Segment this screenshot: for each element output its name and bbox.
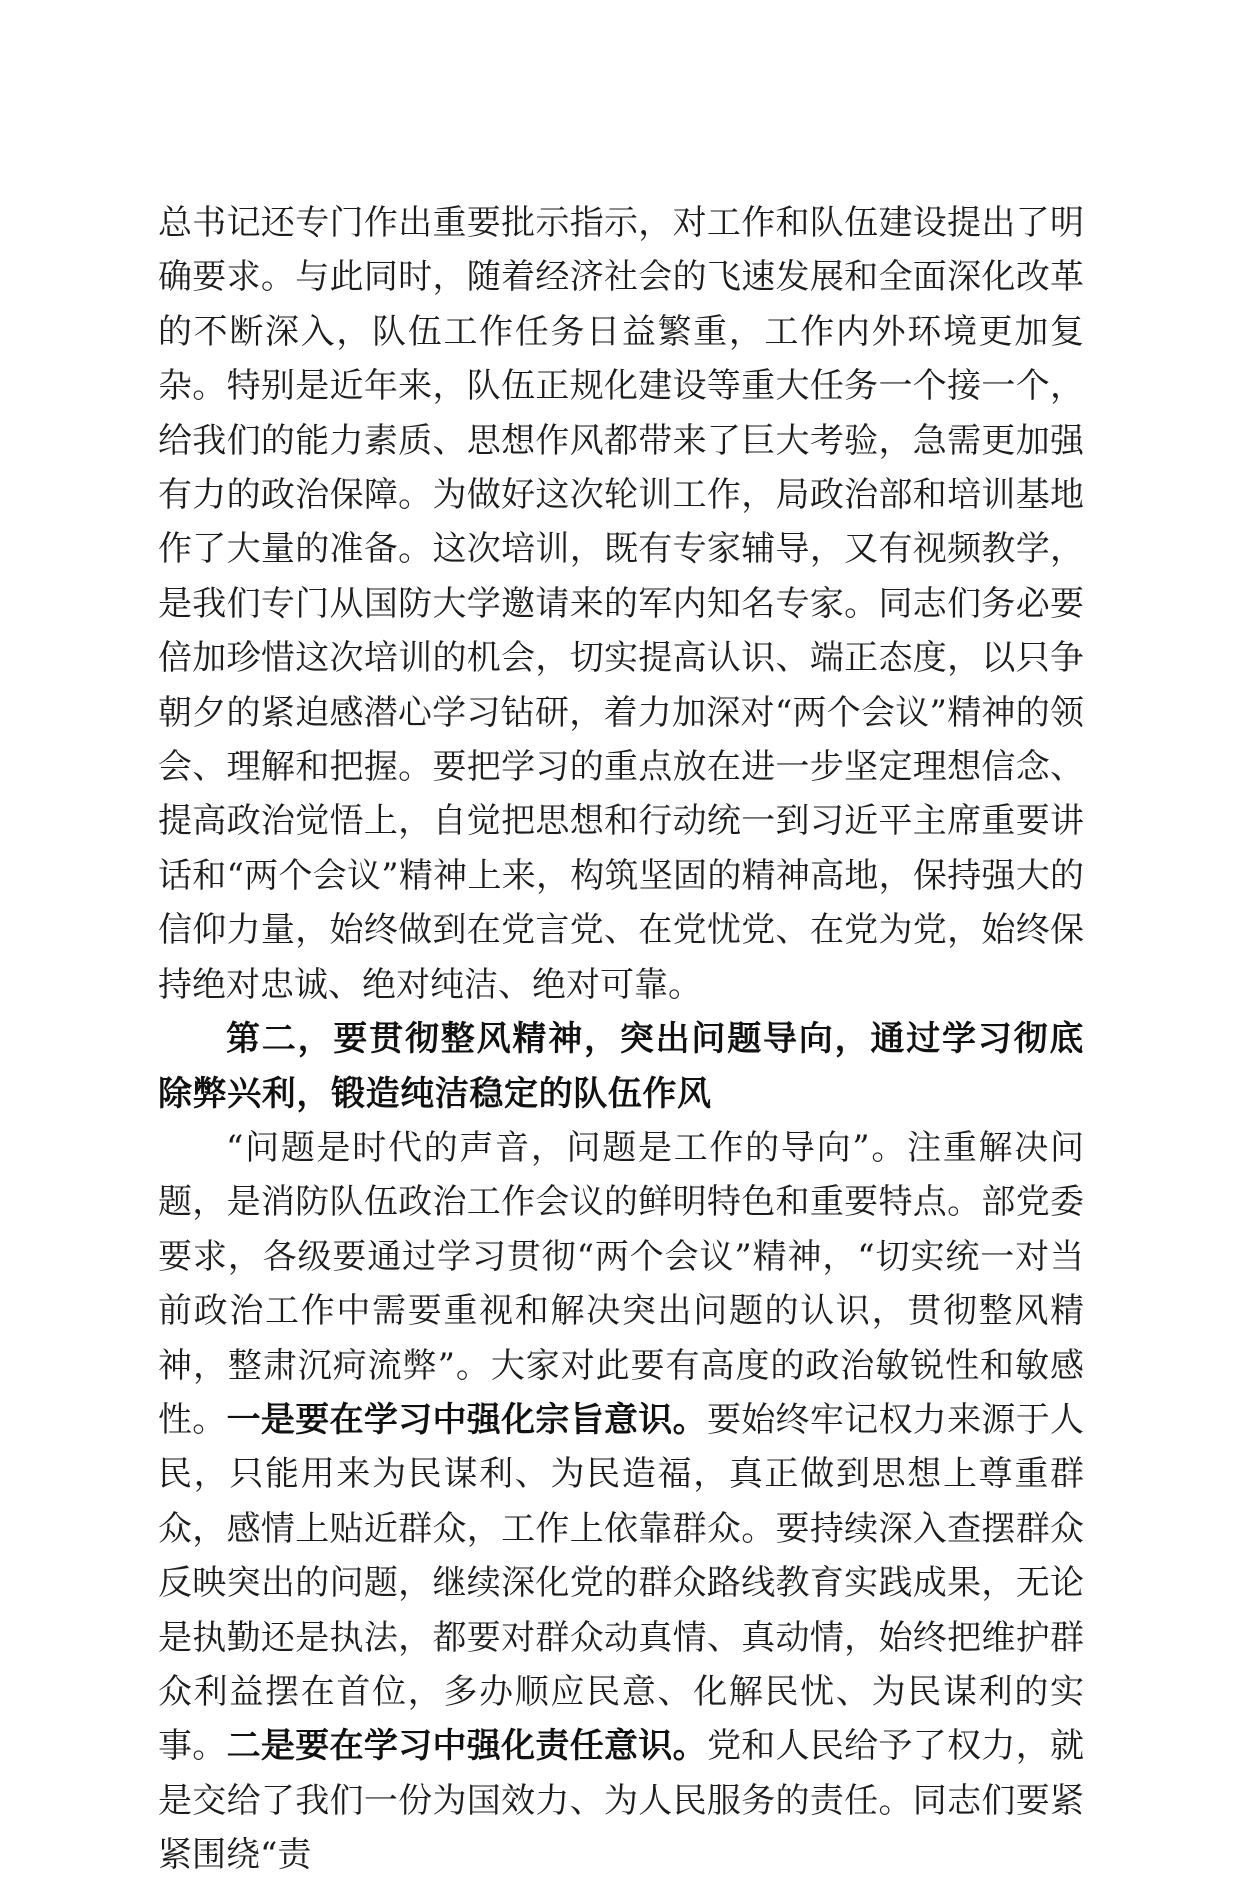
document-body xyxy=(158,196,1084,1883)
paragraph-text: “问题是时代的声音，问题是工作的导向”。注重解决问题，是消防队伍政治工作会议的鲜明特色和重要特点。部党委要求，各级要通过学习贯彻“两个会议”精神，“切实统一对当前政治工作中需要重视和解决突出问题的认识，贯彻整风精神，整肃沉疴流弊”。大家对此要有高度的政治敏锐性和敏感性。 xyxy=(158,1127,1084,1440)
paragraph-continuation: 总书记还专门作出重要批示指示，对工作和队伍建设提出了明确要求。与此同时，随着经济社会的飞速发展和全面深化改革的不断深入，队伍工作任务日益繁重，工作内外环境更加复杂。特别是近年来，队伍正规化建设等重大任务一个接一个，给我们的能力素质、思想作风都带来了巨大考验，急需更加强有力的政治保障。为做好这次轮训工作，局政治部和培训基地作了大量的准备。这次培训，既有专家辅导，又有视频教学，是我们专门从国防大学邀请来的军内知名专家。同志们务必要倍加珍惜这次培训的机会，切实提高认识、端正态度，以只争朝夕的紧迫感潜心学习钻研，着力加深对“两个会议”精神的领会、理解和把握。要把学习的重点放在进一步坚定理想信念、提高政治觉悟上，自觉把思想和行动统一到习近平主席重要讲话和“两个会议”精神上来，构筑坚固的精神高地，保持强大的信仰力量，始终做到在党言党、在党忧党、在党为党，始终保持绝对忠诚、绝对纯洁、绝对可靠。 xyxy=(158,203,1084,1005)
paragraph-text: 党和人民给予了权力，就是交给了我们一份为国效力、为人民服务的责任。同志们要紧紧围绕“责 xyxy=(158,1726,1085,1876)
paragraph-text: 要始终牢记权力来源于人民，只能用来为民谋利、为民造福，真正做到思想上尊重群众，感情上贴近群众，工作上依靠群众。要持续深入查摆群众反映突出的问题，继续深化党的群众路线教育实践成果，无论是执勤还是执法，都要对群众动真情、真动情，始终把维护群众利益摆在首位，多办顺应民意、化解民忧、为民谋利的实事。 xyxy=(158,1399,1085,1767)
section-heading: 第二，要贯彻整风精神，突出问题导向，通过学习彻底除弊兴利，锻造纯洁稳定的队伍作风 xyxy=(158,1019,1084,1114)
paragraph-problem-orientation xyxy=(158,1121,1084,1883)
point-one-heading: 一是要在学习中强化宗旨意识。 xyxy=(226,1399,707,1440)
point-two-heading: 二是要在学习中强化责任意识。 xyxy=(226,1726,707,1767)
